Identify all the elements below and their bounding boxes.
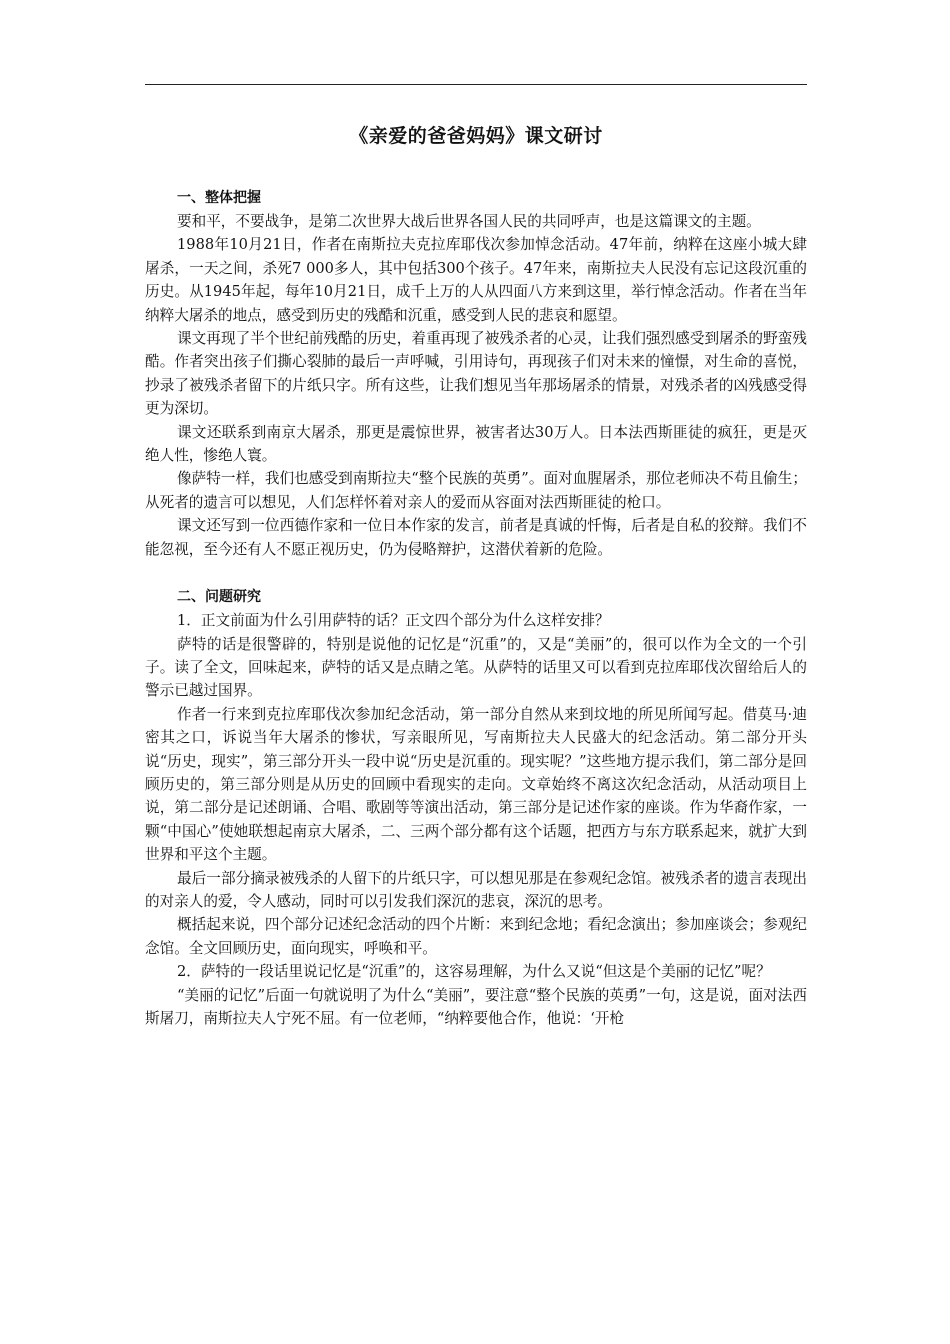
document-title: 《亲爱的爸爸妈妈》课文研讨 (349, 125, 603, 147)
paragraph: 要和平，不要战争，是第二次世界大战后世界各国人民的共同呼声，也是这篇课文的主题。 (177, 213, 761, 230)
section-overall (145, 186, 807, 561)
question-paragraph: 1．正文前面为什么引用萨特的话？正文四个部分为什么这样安排？ (177, 612, 610, 630)
paragraph: 概括起来说，四个部分记述纪念活动的四个片断：来到纪念地；看纪念演出；参加座谈会；参观纪念馆。全文回顾历史，面向现实，呼唤和平。 (145, 916, 807, 957)
section-questions (145, 585, 807, 1030)
paragraph: 课文再现了半个世纪前残酷的历史，着重再现了被残杀者的心灵，让我们强烈感受到屠杀的野蛮残酷。作者突出孩子们撕心裂肺的最后一声呼喊，引用诗句，再现孩子们对未来的憧憬，对生命的喜悦，抄录了被残杀者留下的片纸只字。所有这些，让我们想见当年那场屠杀的情景，对残杀者的凶残感受得更为深切。 (145, 330, 807, 418)
section-gap (145, 561, 807, 585)
paragraph: 1988年10月21日，作者在南斯拉夫克拉库耶伐次参加悼念活动。47年前，纳粹在这座小城大肆屠杀，一天之间，杀死7 000多人，其中包括300个孩子。47年来，南斯拉夫人民没有忘记这段沉重的历史。从1945年起，每年10月21日，成千上万的人从四面八方来到这里，举行悼念活动。作者在当年纳粹大屠杀的地点，感受到历史的残酷和沉重，感受到人民的悲哀和愿望。 (145, 236, 807, 324)
paragraph: 作者一行来到克拉库耶伐次参加纪念活动，第一部分自然从来到坟地的所见所闻写起。借莫马·迪密其之口，诉说当年大屠杀的惨状，写亲眼所见，写南斯拉夫人民盛大的纪念活动。第二部分开头说“历史，现实”，第三部分开头一段中说“历史是沉重的。现实呢？”这些地方提示我们，第二部分是回顾历史的，第三部分则是从历史的回顾中看现实的走向。文章始终不离这次纪念活动，从活动项目上说，第二部分是记述朗诵、合唱、歌剧等等演出活动，第三部分是记述作家的座谈。作为华裔作家，一颗“中国心”使她联想起南京大屠杀，二、三两个部分都有这个话题，把西方与东方联系起来，就扩大到世界和平这个主题。 (145, 705, 807, 864)
question-paragraph: 2．萨特的一段话里说记忆是“沉重”的，这容易理解，为什么又说“但这是个美丽的记忆”呢？ (177, 963, 771, 981)
header-rule (145, 84, 807, 85)
paragraph: 课文还写到一位西德作家和一位日本作家的发言，前者是真诚的忏悔，后者是自私的狡辩。我们不能忽视，至今还有人不愿正视历史，仍为侵略辩护，这潜伏着新的危险。 (145, 517, 807, 558)
paragraph: 课文还联系到南京大屠杀，那更是震惊世界，被害者达30万人。日本法西斯匪徒的疯狂，更是灭绝人性，惨绝人寰。 (145, 423, 807, 465)
paragraph: “美丽的记忆”后面一句就说明了为什么“美丽”，要注意“整个民族的英勇”一句，这是说，面对法西斯屠刀，南斯拉夫人宁死不屈。有一位老师，“纳粹要他合作，他说：‘开枪 (145, 986, 807, 1027)
document-page (145, 120, 807, 1030)
paragraph: 像萨特一样，我们也感受到南斯拉夫“整个民族的英勇”。面对血腥屠杀，那位老师决不苟且偷生；从死者的遗言可以想见，人们怎样怀着对亲人的爱而从容面对法西斯匪徒的枪口。 (145, 470, 807, 511)
section-heading: 一、整体把握 (177, 190, 261, 206)
paragraph: 最后一部分摘录被残杀的人留下的片纸只字，可以想见那是在参观纪念馆。被残杀者的遗言表现出的对亲人的爱，令人感动，同时可以引发我们深沉的悲哀，深沉的思考。 (145, 869, 807, 910)
section-heading: 二、问题研究 (177, 589, 261, 606)
paragraph: 萨特的话是很警辟的，特别是说他的记忆是“沉重”的，又是“美丽”的，很可以作为全文的一个引子。读了全文，回味起来，萨特的话又是点睛之笔。从萨特的话里又可以看到克拉库耶伐次留给后人的警示已越过国界。 (145, 635, 807, 700)
